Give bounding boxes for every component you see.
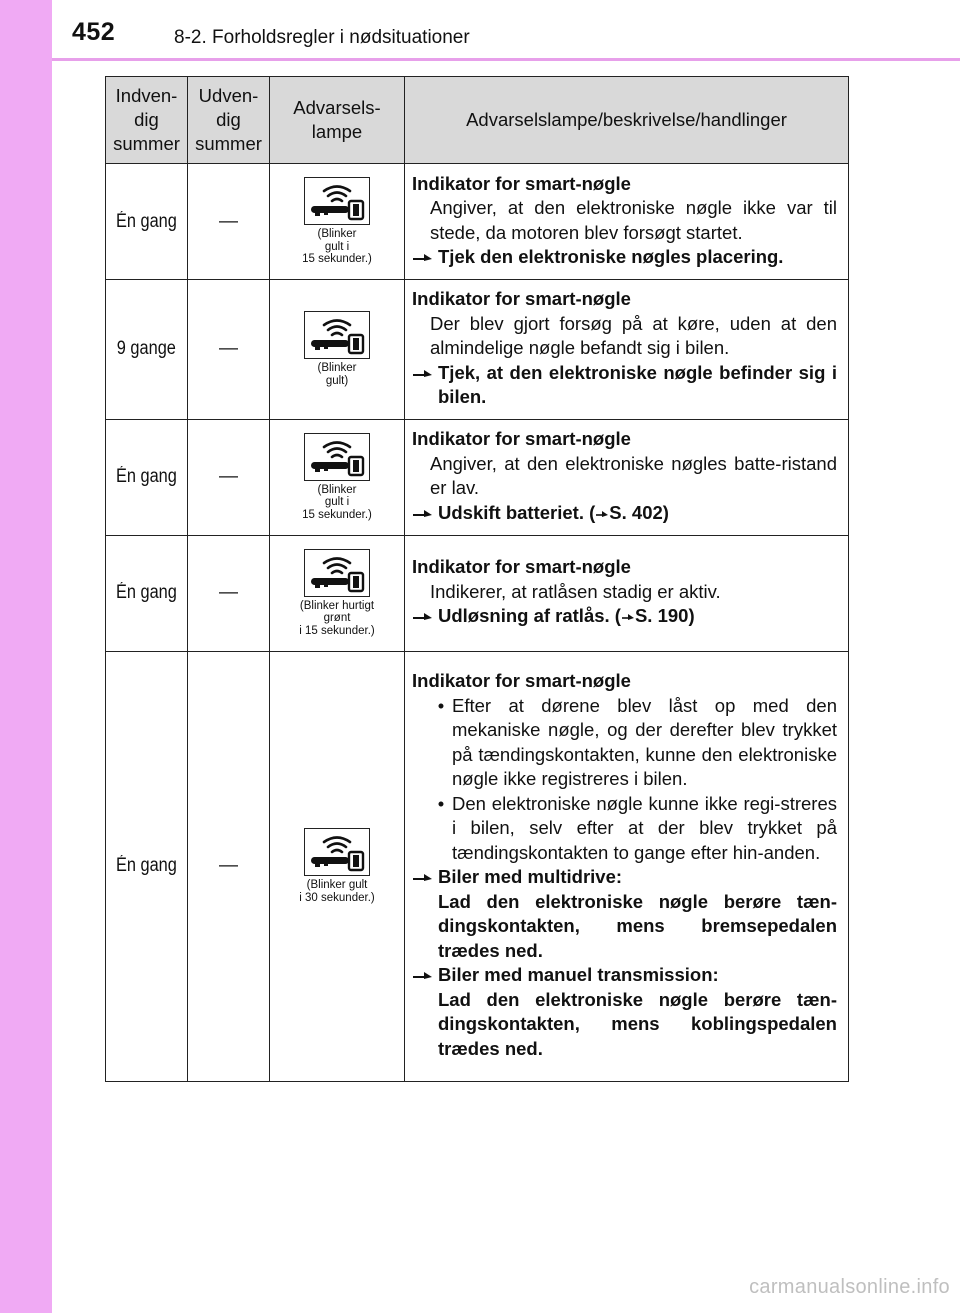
interior-buzzer-cell: 9 gange [106,280,188,420]
page-reference: S. 402) [609,501,669,523]
description-cell [405,651,849,1081]
action-text: Lad den elektroniske nøgle berøre tæn-dingskontakten, mens koblingspedalen trædes ned. [438,988,837,1059]
warning-lamp-cell [270,164,405,280]
lamp-caption: (Blinker gult) [317,362,357,387]
action-detail-line [412,988,837,1062]
description-text: Indikerer, at ratlåsen stadig er aktiv. [430,580,721,602]
bullet-text: Efter at dørene blev låst op med den mekaniske nøgle, og der derefter blev trykket på tændingskontakten, kunne den elektroniske nøgle ikke registreres i bilen. [452,694,837,789]
smart-key-icon [304,549,370,597]
arrow-icon [412,963,438,988]
lamp-caption: (Blinker gult i 15 sekunder.) [302,483,372,521]
section-title: 8-2. Forholdsregler i nødsituationer [174,27,470,48]
arrow-icon [412,501,438,526]
header-rule [52,58,960,61]
header-exterior-buzzer: Udven- dig summer [188,77,270,164]
arrow-icon [412,361,438,410]
watermark: carmanualsonline.info [749,1276,950,1298]
table-row [106,419,849,535]
description-cell [405,280,849,420]
action-text: Udløsning af ratlås. ( [438,605,621,627]
arrow-icon [412,865,438,890]
description-title: Indikator for smart-nøgle [412,288,631,309]
action-text: Tjek den elektroniske nøgles placering. [438,246,784,267]
exterior-buzzer-cell: — [188,164,270,280]
table-row [106,164,849,280]
action-text: Udskift batteriet. ( [438,501,596,523]
warning-lamp-cell [270,535,405,651]
header-description: Advarselslampe/beskrivelse/handlinger [405,77,849,164]
warning-table [105,76,849,1082]
table-row [106,535,849,651]
header-warning-lamp: Advarsels- lampe [270,77,405,164]
action-line [412,963,837,988]
exterior-buzzer-cell: — [188,280,270,420]
action-line [412,245,837,270]
side-color-strip [0,0,52,1313]
smart-key-icon [304,177,370,225]
lamp-caption: (Blinker gult i 30 sekunder.) [299,879,375,904]
warning-lamp-cell [270,419,405,535]
action-label: Biler med manuel transmission: [438,964,719,985]
lamp-caption: (Blinker hurtigt grønt i 15 sekunder.) [299,599,375,637]
bullet-dot: • [437,792,445,814]
action-line [412,361,837,410]
warning-lamp-cell [270,651,405,1081]
description-cell [405,164,849,280]
description-cell [405,535,849,651]
action-label: Biler med multidrive: [438,866,623,887]
description-cell [405,419,849,535]
arrow-icon [412,604,438,629]
description-text: Angiver, at den elektroniske nøgles batte-ristand er lav. [430,452,837,498]
interior-buzzer-cell: Én gang [106,419,188,535]
exterior-buzzer-cell: — [188,535,270,651]
bullet-text: Den elektroniske nøgle kunne ikke regi-streres i bilen, selv efter at der blev trykket på tændingskontakten to gange efter hin-anden. [452,792,837,863]
description-text: Der blev gjort forsøg på at køre, uden at den almindelige nøgle befandt sig i bilen. [430,312,837,358]
table-row [106,280,849,420]
bullet-dot: • [437,694,445,716]
interior-buzzer-cell: Én gang [106,164,188,280]
page-reference: S. 190) [634,605,695,627]
bullet-item [412,792,837,866]
smart-key-icon [304,433,370,481]
reference-arrow-icon [621,605,635,626]
header-interior-buzzer: Indven- dig summer [106,77,188,164]
exterior-buzzer-cell: — [188,651,270,1081]
action-line [412,865,837,890]
page-number: 452 [72,18,116,46]
reference-arrow-icon [595,502,609,523]
action-detail-line [412,890,837,964]
lamp-caption: (Blinker gult i 15 sekunder.) [302,228,372,266]
description-title: Indikator for smart-nøgle [412,556,631,578]
description-title: Indikator for smart-nøgle [412,428,631,449]
action-text: Lad den elektroniske nøgle berøre tæn-dingskontakten, mens bremsepedalen trædes ned. [438,890,837,961]
description-title: Indikator for smart-nøgle [412,172,631,194]
page-header [0,0,960,60]
exterior-buzzer-cell: — [188,419,270,535]
table-row [106,651,849,1081]
bullet-item [412,694,837,792]
warning-lamp-cell [270,280,405,420]
smart-key-icon [304,311,370,359]
action-line [412,501,837,526]
action-line [412,604,837,629]
table-header-row [106,77,849,164]
smart-key-icon [304,828,370,876]
interior-buzzer-cell: Én gang [106,651,188,1081]
action-text: Tjek, at den elektroniske nøgle befinder sig i bilen. [438,361,837,407]
arrow-icon [412,245,438,270]
description-title: Indikator for smart-nøgle [412,670,631,691]
interior-buzzer-cell: Én gang [106,535,188,651]
description-text: Angiver, at den elektroniske nøgle ikke var til stede, da motoren blev forsøgt startet. [430,197,837,243]
